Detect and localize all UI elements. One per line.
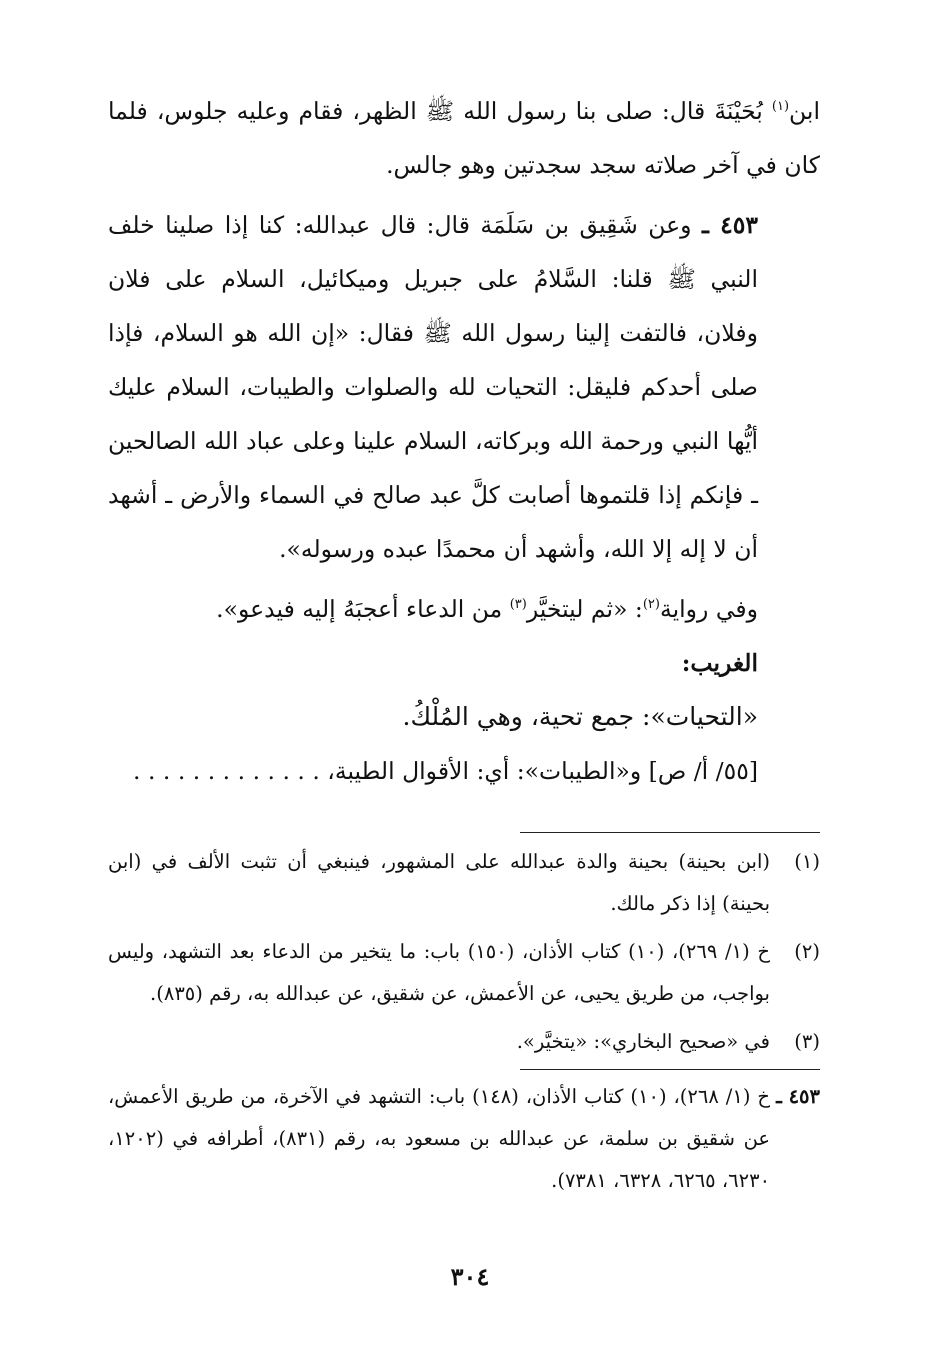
footnote-ref-3[interactable]: (٣) (509, 597, 527, 612)
text-span: ابن (789, 97, 820, 125)
footnote-text: خ (١/ ٢٦٩)، (١٠) كتاب الأذان، (١٥٠) باب: ما يتخير من الدعاء بعد التشهد، وليس بواجب، من طريق يحيى، عن الأعمش، عن شقيق، عن عبدالله به، رقم (٨٣٥). (108, 940, 770, 1005)
footnote-item (108, 1021, 820, 1063)
text-span: : «ثم ليتخيَّر (526, 595, 643, 623)
takhrij-text: خ (١/ ٢٦٨)، (١٠) كتاب الأذان، (١٤٨) باب: التشهد في الآخرة، من طريق الأعمش، عن شقيق بن سلمة، عن عبدالله بن مسعود به، رقم (٨٣١)، أطرافه في (١٢٠٢، ٦٢٣٠، ٦٢٦٥، ٦٣٢٨، ٧٣٨١). (108, 1085, 771, 1192)
footnote-ref-1[interactable]: (١) (771, 99, 790, 114)
footnote-text: في «صحيح البخاري»: «يتخيَّر». (516, 1030, 770, 1053)
footnote-separator (520, 832, 820, 833)
hadith-text: وعن شَقِيق بن سَلَمَة قال: قال عبدالله: كنا إذا صلينا خلف النبي ﷺ قلنا: السَّلامُ على جبريل وميكائيل، السلام على فلان وفلان، فالتفت إلينا رسول الله ﷺ فقال: «إن الله هو السلام، فإذا صلى أحدكم فليقل: التحيات لله والصلوات والطيبات، السلام عليك أيُّها النبي ورحمة الله وبركاته، السلام علينا وعلى عباد الله الصالحين ـ فإنكم إذا قلتموها أصابت كلَّ عبد صالح في السماء والأرض ـ أشهد أن لا إله إلا الله، وأشهد أن محمدًا عبده ورسوله». (108, 211, 758, 563)
text-span: وفي رواية (659, 595, 758, 623)
paragraph-intro (108, 84, 820, 192)
hadith-number: ٤٥٣ ـ (702, 211, 758, 239)
takhrij-note (108, 1076, 820, 1202)
gharib-entry: [٥٥/ أ/ ص] و«الطيبات»: أي: الأقوال الطيبة، . . . . . . . . . . . . . (133, 757, 758, 785)
footnotes (108, 841, 820, 1063)
footnote-number: (٢) (794, 940, 820, 963)
takhrij-number: ٤٥٣ ـ (776, 1085, 820, 1108)
text-span: بُحَيْنَةَ قال: صلى بنا رسول الله ﷺ الظهر، فقام وعليه جلوس، فلما كان في آخر صلاته سجد سجدتين وهو جالس. (108, 97, 820, 179)
takhrij-separator (520, 1069, 820, 1070)
footnote-item (108, 931, 820, 1015)
gharib-heading: الغريب: (681, 649, 758, 677)
footnote-number: (١) (794, 850, 820, 873)
footnote-number: (٣) (794, 1030, 820, 1053)
text-span: من الدعاء أعجبَهُ إليه فيدعو». (216, 595, 510, 623)
footnote-text: (ابن بحينة) بحينة والدة عبدالله على المشهور، فينبغي أن تثبت الألف في (ابن بحينة) إذا ذكر مالك. (108, 850, 770, 915)
paragraph-riwaya (108, 582, 820, 636)
footnote-ref-2[interactable]: (٢) (642, 597, 660, 612)
page-number: ٣٠٤ (450, 1262, 490, 1291)
footnote-item (108, 841, 820, 925)
paragraph-hadith (108, 198, 820, 576)
page-body (108, 84, 820, 1202)
main-text (108, 84, 820, 798)
gharib-entry: «التحيات»: جمع تحية، وهي المُلْكُ. (402, 702, 758, 731)
